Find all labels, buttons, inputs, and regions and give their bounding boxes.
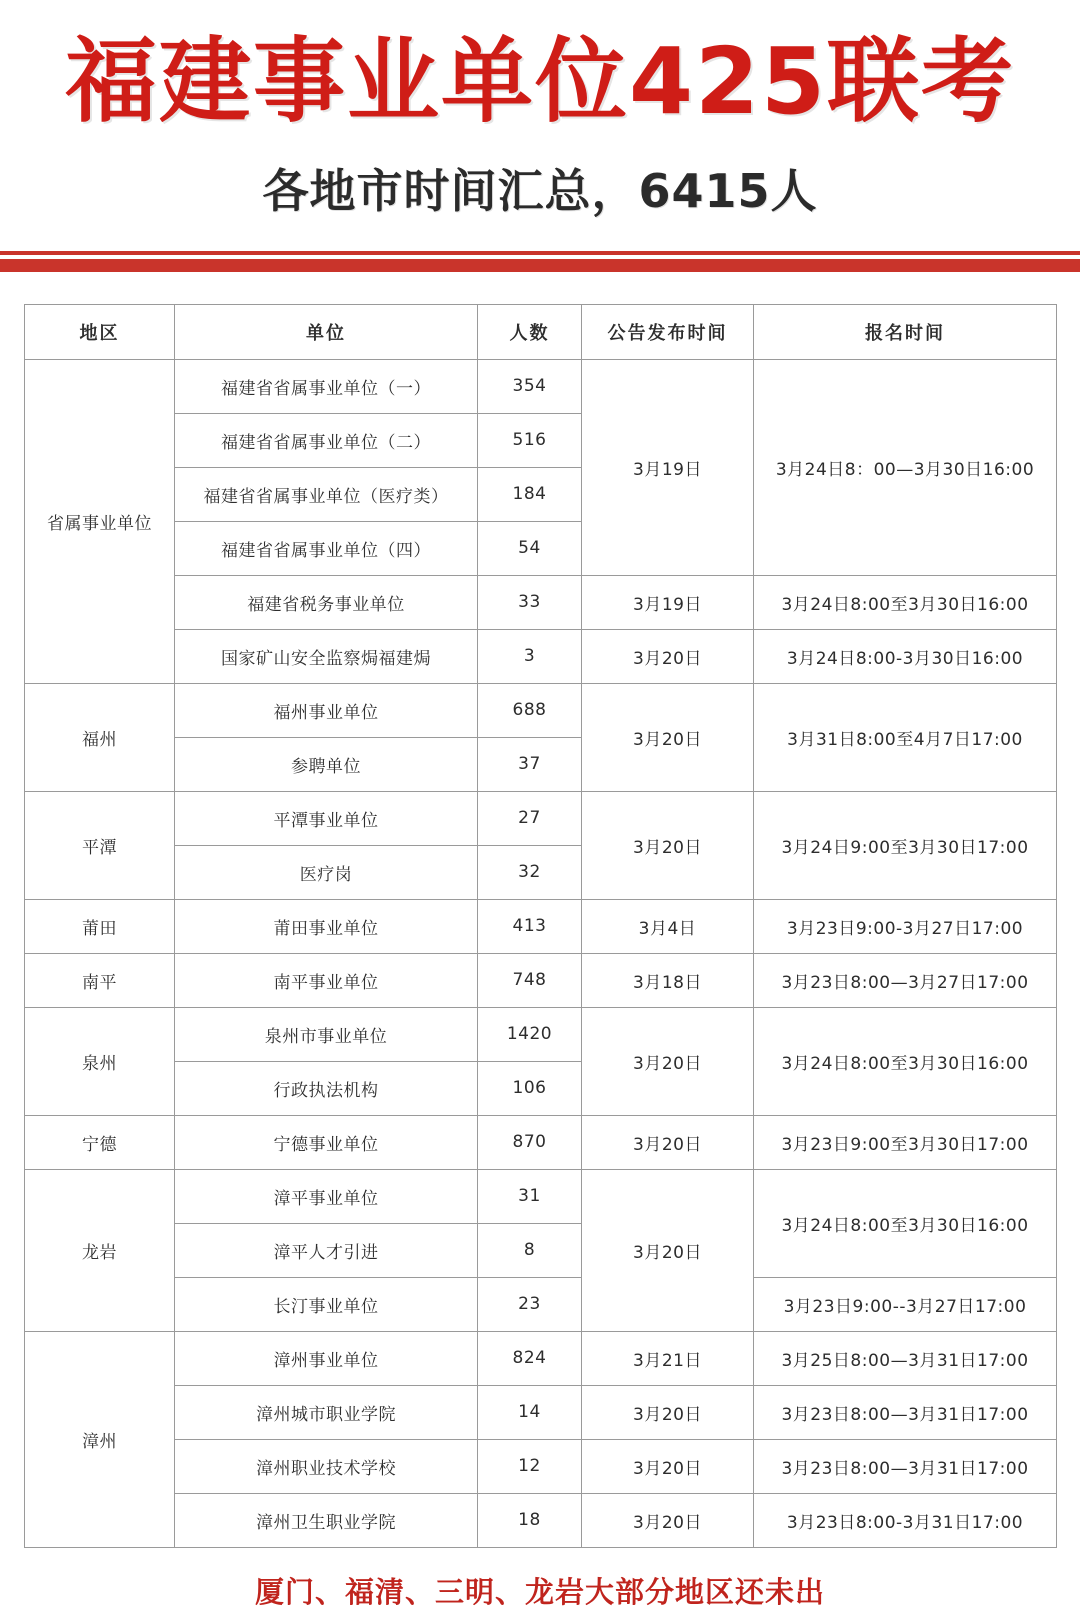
column-header-region: 地区 — [25, 304, 175, 359]
table-row — [25, 629, 1057, 683]
cell-unit: 宁德事业单位 — [175, 1115, 478, 1169]
cell-notice-date: 3月20日 — [582, 629, 754, 683]
cell-unit: 医疗岗 — [175, 845, 478, 899]
schedule-table-wrapper — [24, 304, 1056, 1548]
cell-count: 12 — [478, 1439, 582, 1493]
cell-count: 3 — [478, 629, 582, 683]
cell-signup-time: 3月23日8:00—3月27日17:00 — [754, 953, 1057, 1007]
table-row — [25, 1277, 1057, 1331]
cell-signup-time: 3月23日9:00--3月27日17:00 — [754, 1277, 1057, 1331]
cell-count: 748 — [478, 953, 582, 1007]
cell-count: 14 — [478, 1385, 582, 1439]
table-row — [25, 1115, 1057, 1169]
cell-unit: 漳平人才引进 — [175, 1223, 478, 1277]
cell-count: 688 — [478, 683, 582, 737]
column-header-notice-date: 公告发布时间 — [582, 304, 754, 359]
cell-signup-time: 3月23日9:00-3月27日17:00 — [754, 899, 1057, 953]
cell-count: 106 — [478, 1061, 582, 1115]
cell-count: 31 — [478, 1169, 582, 1223]
table-row — [25, 791, 1057, 845]
table-row — [25, 1493, 1057, 1547]
cell-unit: 漳州卫生职业学院 — [175, 1493, 478, 1547]
page-title: 福建事业单位425联考 — [64, 28, 1016, 135]
poster-footer — [0, 1570, 1080, 1611]
cell-notice-date: 3月19日 — [582, 359, 754, 575]
cell-notice-date: 3月19日 — [582, 575, 754, 629]
cell-signup-time: 3月23日8:00—3月31日17:00 — [754, 1439, 1057, 1493]
cell-count: 33 — [478, 575, 582, 629]
column-header-signup-time: 报名时间 — [754, 304, 1057, 359]
cell-unit: 福建省省属事业单位（四） — [175, 521, 478, 575]
cell-signup-time: 3月24日8:00至3月30日16:00 — [754, 1007, 1057, 1115]
cell-notice-date: 3月18日 — [582, 953, 754, 1007]
cell-signup-time: 3月23日8:00—3月31日17:00 — [754, 1385, 1057, 1439]
cell-count: 516 — [478, 413, 582, 467]
cell-region: 南平 — [25, 953, 175, 1007]
cell-unit: 南平事业单位 — [175, 953, 478, 1007]
cell-signup-time: 3月24日8:00至3月30日16:00 — [754, 1169, 1057, 1277]
cell-unit: 漳平事业单位 — [175, 1169, 478, 1223]
cell-notice-date: 3月20日 — [582, 1169, 754, 1331]
cell-count: 413 — [478, 899, 582, 953]
cell-notice-date: 3月20日 — [582, 1115, 754, 1169]
cell-notice-date: 3月20日 — [582, 1007, 754, 1115]
poster-header — [0, 0, 1080, 221]
table-row — [25, 1169, 1057, 1223]
cell-count: 184 — [478, 467, 582, 521]
divider-thick-line — [0, 259, 1080, 272]
cell-unit: 行政执法机构 — [175, 1061, 478, 1115]
cell-count: 18 — [478, 1493, 582, 1547]
cell-count: 354 — [478, 359, 582, 413]
cell-count: 27 — [478, 791, 582, 845]
cell-unit: 漳州事业单位 — [175, 1331, 478, 1385]
schedule-table — [24, 304, 1057, 1548]
cell-unit: 漳州城市职业学院 — [175, 1385, 478, 1439]
table-row — [25, 1439, 1057, 1493]
cell-region: 福州 — [25, 683, 175, 791]
cell-region: 宁德 — [25, 1115, 175, 1169]
cell-signup-time: 3月25日8:00—3月31日17:00 — [754, 1331, 1057, 1385]
cell-unit: 漳州职业技术学校 — [175, 1439, 478, 1493]
cell-signup-time: 3月24日8：00—3月30日16:00 — [754, 359, 1057, 575]
column-header-count: 人数 — [478, 304, 582, 359]
table-row — [25, 1385, 1057, 1439]
cell-count: 8 — [478, 1223, 582, 1277]
cell-signup-time: 3月23日8:00-3月31日17:00 — [754, 1493, 1057, 1547]
cell-count: 824 — [478, 1331, 582, 1385]
table-header-row — [25, 304, 1057, 359]
cell-signup-time: 3月23日9:00至3月30日17:00 — [754, 1115, 1057, 1169]
column-header-unit: 单位 — [175, 304, 478, 359]
cell-unit: 平潭事业单位 — [175, 791, 478, 845]
table-row — [25, 1331, 1057, 1385]
cell-region: 省属事业单位 — [25, 359, 175, 683]
footer-note: 厦门、福清、三明、龙岩大部分地区还未出 — [254, 1574, 825, 1609]
cell-notice-date: 3月4日 — [582, 899, 754, 953]
cell-region: 平潭 — [25, 791, 175, 899]
cell-count: 32 — [478, 845, 582, 899]
cell-count: 37 — [478, 737, 582, 791]
cell-unit: 国家矿山安全监察焗福建焗 — [175, 629, 478, 683]
page-subtitle: 各地市时间汇总，6415人 — [262, 163, 818, 218]
cell-notice-date: 3月20日 — [582, 791, 754, 899]
decorative-divider — [0, 251, 1080, 272]
table-row — [25, 953, 1057, 1007]
cell-region: 漳州 — [25, 1331, 175, 1547]
table-row — [25, 899, 1057, 953]
cell-count: 54 — [478, 521, 582, 575]
cell-region: 龙岩 — [25, 1169, 175, 1331]
cell-unit: 长汀事业单位 — [175, 1277, 478, 1331]
cell-notice-date: 3月20日 — [582, 1385, 754, 1439]
table-row — [25, 1007, 1057, 1061]
cell-unit: 福建省省属事业单位（一） — [175, 359, 478, 413]
cell-unit: 福州事业单位 — [175, 683, 478, 737]
cell-unit: 泉州市事业单位 — [175, 1007, 478, 1061]
cell-region: 泉州 — [25, 1007, 175, 1115]
cell-signup-time: 3月24日9:00至3月30日17:00 — [754, 791, 1057, 899]
cell-unit: 福建省省属事业单位（医疗类） — [175, 467, 478, 521]
cell-notice-date: 3月20日 — [582, 683, 754, 791]
cell-notice-date: 3月21日 — [582, 1331, 754, 1385]
cell-unit: 福建省省属事业单位（二） — [175, 413, 478, 467]
cell-signup-time: 3月24日8:00-3月30日16:00 — [754, 629, 1057, 683]
table-row — [25, 683, 1057, 737]
cell-signup-time: 3月24日8:00至3月30日16:00 — [754, 575, 1057, 629]
table-row — [25, 359, 1057, 413]
cell-count: 23 — [478, 1277, 582, 1331]
cell-notice-date: 3月20日 — [582, 1439, 754, 1493]
cell-signup-time: 3月31日8:00至4月7日17:00 — [754, 683, 1057, 791]
cell-notice-date: 3月20日 — [582, 1493, 754, 1547]
cell-count: 870 — [478, 1115, 582, 1169]
cell-region: 莆田 — [25, 899, 175, 953]
table-header — [25, 304, 1057, 359]
cell-unit: 莆田事业单位 — [175, 899, 478, 953]
cell-unit: 参聘单位 — [175, 737, 478, 791]
table-row — [25, 575, 1057, 629]
cell-count: 1420 — [478, 1007, 582, 1061]
cell-unit: 福建省税务事业单位 — [175, 575, 478, 629]
table-body — [25, 359, 1057, 1547]
